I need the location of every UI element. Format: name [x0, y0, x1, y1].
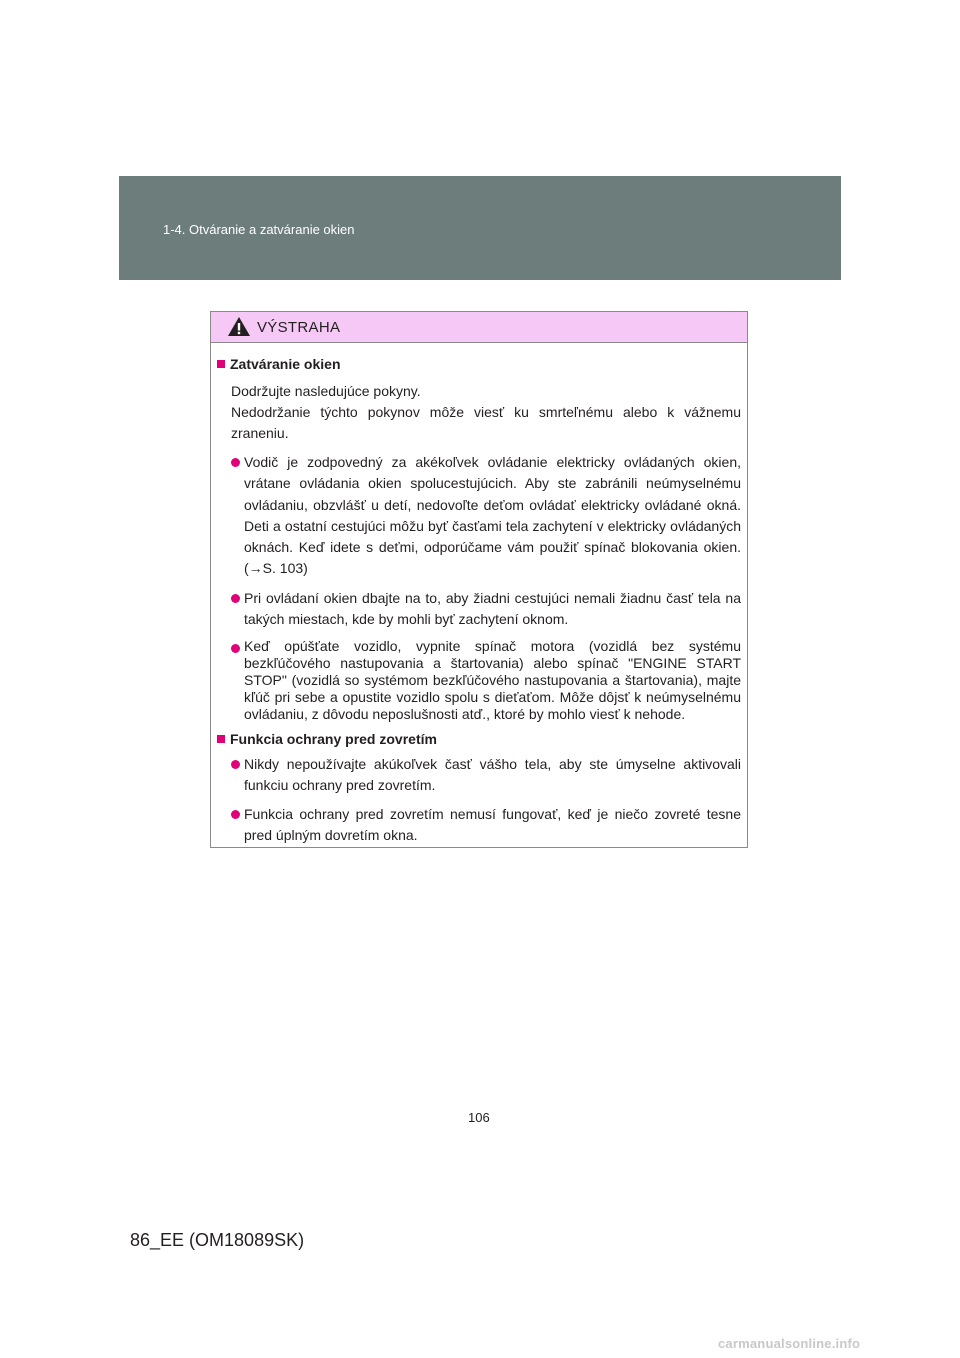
list-item-text: Nikdy nepoužívajte akúkoľvek časť vášho tela, aby ste úmyselne aktivovali funkciu ochrany pred zovretím.	[244, 755, 741, 793]
round-bullet-icon	[231, 458, 240, 467]
section-intro	[217, 381, 741, 444]
square-bullet-icon	[217, 360, 225, 368]
warning-title: VÝSTRAHA	[257, 319, 341, 336]
intro-line: Nedodržanie týchto pokynov môže viesť ku smrteľnému alebo k vážnemu zraneniu.	[231, 404, 741, 441]
section-heading	[217, 354, 741, 375]
warning-header	[211, 312, 747, 343]
warning-triangle-icon	[227, 316, 251, 337]
watermark: carmanualsonline.info	[718, 1336, 861, 1351]
list-item	[217, 804, 741, 846]
section-header-band	[119, 176, 841, 280]
list-item	[217, 754, 741, 796]
intro-line: Dodržujte nasledujúce pokyny.	[231, 383, 421, 399]
section-title: 1-4. Otváranie a zatváranie okien	[163, 222, 355, 237]
section-heading-text: Funkcia ochrany pred zovretím	[230, 730, 437, 747]
warning-box	[210, 311, 748, 848]
round-bullet-icon	[231, 594, 240, 603]
list-item	[217, 588, 741, 630]
square-bullet-icon	[217, 735, 225, 743]
list-item-text: Funkcia ochrany pred zovretím nemusí fungovať, keď je niečo zovreté tesne pred úplným dovretím okna.	[244, 805, 741, 843]
round-bullet-icon	[231, 644, 240, 653]
document-code: 86_EE (OM18089SK)	[130, 1230, 305, 1250]
list-item	[217, 638, 741, 723]
list-item	[217, 452, 741, 580]
warning-body	[211, 343, 747, 846]
list-item-text: Vodič je zodpovedný za akékoľvek ovládanie elektricky ovládaných okien, vrátane ovládania okien spolucestujúcich. Aby ste zabránili neúmyselnému ovládaniu, obzvlášť u detí, nedovoľte deťom ovládať elektricky ovládané okná. Deti a ostatní cestujúci môžu byť časťami tela zachytení v elektricky ovládaných oknách. Keď idete s deťmi, odporúčame vám použiť spínač blokovania okien. (→S. 103)	[244, 454, 741, 577]
list-item-text: Pri ovládaní okien dbajte na to, aby žiadni cestujúci nemali žiadnu časť tela na takých miestach, kde by mohli byť zachytení oknom.	[244, 589, 741, 627]
list-item-text: Keď opúšťate vozidlo, vypnite spínač motora (vozidlá bez systému bezkľúčového nastupovania a štartovania) alebo spínač "ENGINE START STOP" (vozidlá so systémom bezkľúčového nastupovania a štartovania), majte kľúč pri sebe a opustite vozidlo spolu s dieťaťom. Môže dôjsť k neúmyselnému ovládaniu, z dôvodu neposlušnosti atď., ktoré by mohlo viesť k nehode.	[244, 637, 741, 722]
page-number: 106	[468, 1110, 490, 1125]
round-bullet-icon	[231, 810, 240, 819]
section-heading-text: Zatváranie okien	[230, 356, 341, 372]
section-heading	[217, 729, 741, 750]
round-bullet-icon	[231, 760, 240, 769]
